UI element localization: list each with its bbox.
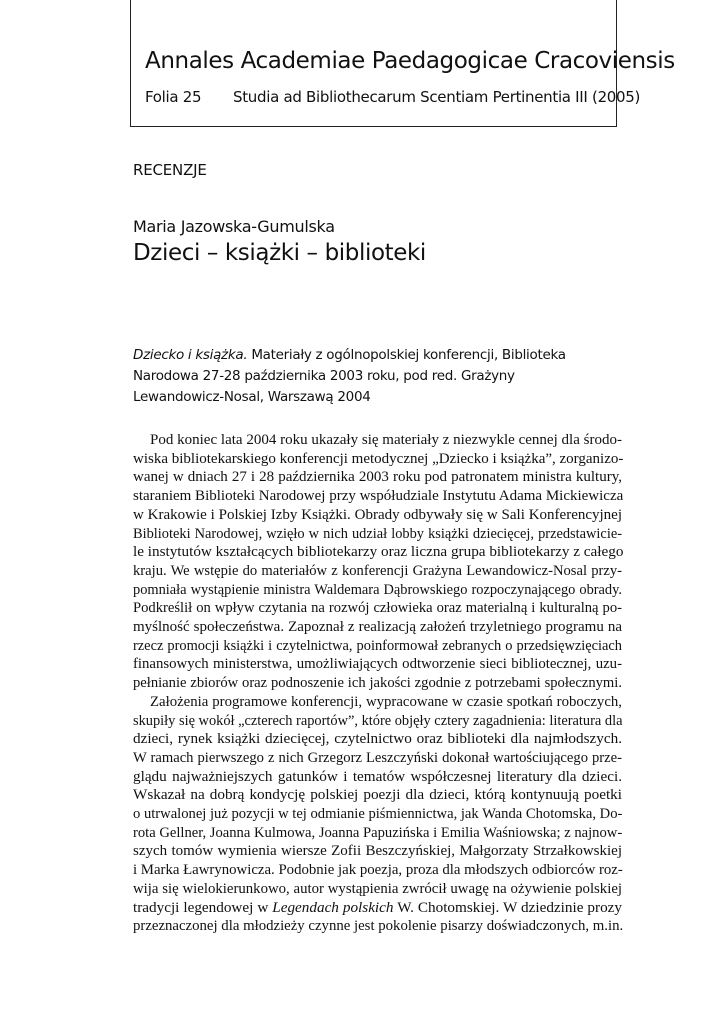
text-line: glądu najważniejszych gatunków i tematów współczesnej literatury dla dzieci.	[133, 767, 622, 785]
reviewed-book-title: Dziecko i książka.	[133, 347, 248, 363]
review-body	[133, 431, 622, 936]
text-line: pełnianie zbiorów oraz podnoszenie ich jakości zgodnie z potrzebami społecznymi.	[133, 675, 622, 692]
text-line: finansowych ministerstwa, umożliwiających odtworzenie sieci bibliotecznej, uzu-	[133, 656, 622, 673]
paragraph-2	[133, 693, 622, 936]
reviewed-book-details: Materiały z ogólnopolskiej konferencji, Biblioteka Narodowa 27-28 października 2003 roku, pod red. Grażyny Lewandowicz-Nosal, Warszawą 2004	[133, 347, 566, 405]
paragraph-1	[133, 431, 622, 693]
text-line-start: tradycji legendowej w	[133, 898, 273, 916]
journal-title: Annales Academiae Paedagogicae Cracoviensis	[145, 48, 675, 74]
text-line: wija się wielokierunkowo, autor wystąpienia zwrócił uwagę na ożywienie polskiej	[133, 880, 622, 897]
text-line: kraju. We wstępie do materiałów z konferencji Grażyna Lewandowicz-Nosal przy-	[133, 562, 622, 579]
text-line: rzecz promocji książki i czytelnictwa, poinformował zebranych o przedsięwzięciach	[133, 637, 622, 654]
text-line: Założenia programowe konferencji, wypracowane w czasie spotkań roboczych,	[150, 693, 622, 710]
text-line: i Marka Ławrynowicza. Podobnie jak poezja, proza dla młodszych odbiorców roz-	[133, 862, 623, 879]
text-line: Biblioteki Narodowej, wzięło w nich udział lobby książki dziecięcej, przedstawicie-	[133, 525, 622, 542]
text-line: przeznaczonej dla młodzieży czynne jest pokolenie pisarzy doświadczonych, m.in.	[133, 918, 624, 935]
text-line: szych tomów wymienia wiersze Zofii Beszczyńskiej, Małgorzaty Strzałkowskiej	[133, 843, 622, 860]
article-author: Maria Jazowska-Gumulska	[133, 217, 335, 236]
text-line: dzieci, rynek książki dziecięcej, czytelnictwo oraz biblioteki dla najmłodszych.	[133, 730, 622, 748]
text-line: le instytutów kształcących bibliotekarzy oraz liczna grupa bibliotekarzy z całego	[133, 543, 624, 561]
text-line: W ramach pierwszego z nich Grzegorz Leszczyński dokonał wartościującego prze-	[133, 749, 622, 766]
text-line: Wskazał na dobrą kondycję polskiej poezji dla dzieci, którą kontynuują poetki	[133, 786, 622, 804]
journal-series: Studia ad Bibliothecarum Scentiam Pertinentia III (2005)	[233, 88, 641, 106]
article-title: Dzieci – książki – biblioteki	[133, 240, 426, 266]
journal-folia: Folia 25	[145, 88, 202, 106]
text-line: wanej w dniach 27 i 28 października 2003 roku pod patronatem ministra kultury,	[133, 469, 622, 486]
text-line: skupiły się wokół „czterech raportów”, które objęły cztery zagadnienia: literatura dla	[133, 712, 623, 729]
text-line: Pod koniec lata 2004 roku ukazały się materiały z niezwykle cennej dla środo-	[150, 432, 622, 448]
text-line: staraniem Biblioteki Narodowej przy współudziale Instytutu Adama Mickiewicza	[133, 488, 624, 505]
text-line-with-italic	[133, 899, 622, 918]
text-line-end: W. Chotomskiej. W dziedzinie prozy	[393, 898, 622, 916]
text-line: wiska bibliotekarskiego konferencji metodycznej „Dziecko i książka”, zorganizo-	[133, 450, 624, 467]
text-line: Podkreślił on wpływ czytania na rozwój człowieka oraz materialną i kulturalną po-	[133, 600, 622, 617]
reviewed-book-reference	[133, 345, 603, 408]
text-line: myślność społeczeństwa. Zapoznał z realizacją założeń trzyletniego programu na	[133, 619, 622, 636]
section-heading: RECENZJE	[133, 161, 207, 179]
italic-book-title: Legendach polskich	[272, 898, 394, 916]
text-line: rota Gellner, Joanna Kulmowa, Joanna Papuzińska i Emilia Waśniowska; z najnow-	[133, 824, 623, 841]
text-line: w Krakowie i Polskiej Izby Książki. Obrady odbywały się w Sali Konferencyjnej	[133, 506, 622, 523]
text-line: pomniała wystąpienie ministra Waldemara Dąbrowskiego rozpoczynającego obrady.	[133, 581, 622, 598]
text-line: o utrwalonej już pozycji w tej odmianie piśmiennictwa, jak Wanda Chotomska, Do-	[133, 806, 623, 823]
